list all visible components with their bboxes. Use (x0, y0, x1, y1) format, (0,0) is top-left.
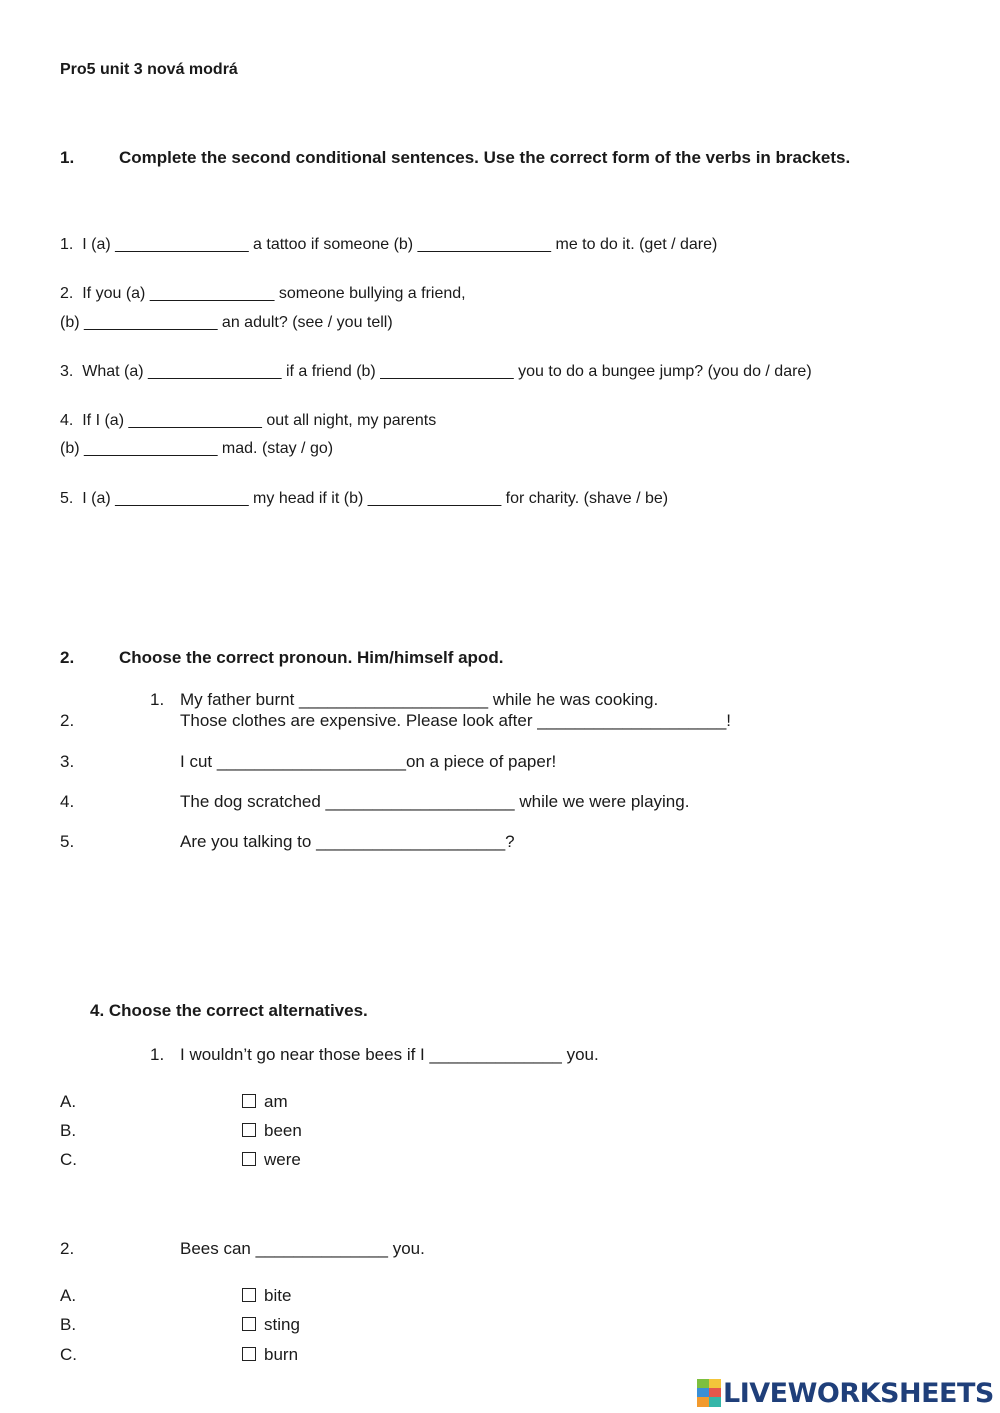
section1-line: 1. I (a) _______________ a tattoo if someone (b) _______________ me to do it. (get / dare) (60, 236, 718, 253)
checkbox-icon[interactable] (242, 1094, 256, 1108)
checkbox-icon[interactable] (242, 1347, 256, 1361)
option-sting[interactable] (242, 1315, 300, 1335)
option-letter: A. (60, 1092, 77, 1111)
liveworksheets-logo-icon (697, 1379, 721, 1407)
section2-item-number: 2. (60, 711, 75, 730)
option-letter: C. (60, 1150, 77, 1169)
section1-line: (b) _______________ mad. (stay / go) (60, 440, 334, 457)
option-burn[interactable] (242, 1345, 298, 1365)
option-label: am (264, 1092, 288, 1111)
option-were[interactable] (242, 1150, 301, 1170)
checkbox-icon[interactable] (242, 1317, 256, 1331)
question-text: Bees can ______________ you. (180, 1239, 425, 1258)
checkbox-icon[interactable] (242, 1288, 256, 1302)
option-letter: C. (60, 1345, 77, 1364)
option-label: burn (264, 1345, 299, 1364)
question-number: 1. (150, 1045, 165, 1064)
section2-item-number: 3. (60, 752, 75, 771)
section2-item-number: 1. (150, 690, 165, 709)
page-title: Pro5 unit 3 nová modrá (60, 61, 238, 78)
question-text: I wouldn’t go near those bees if I ______________ you. (180, 1045, 599, 1064)
section2-number: 2. (60, 648, 75, 667)
brand-name: LIVEWORKSHEETS (723, 1377, 994, 1409)
option-bite[interactable] (242, 1286, 291, 1306)
section4-heading: 4. Choose the correct alternatives. (90, 1001, 368, 1020)
section2-item-text: The dog scratched ____________________ while we were playing. (180, 792, 690, 811)
section2-instruction: Choose the correct pronoun. Him/himself apod. (119, 648, 504, 667)
option-label: been (264, 1121, 302, 1140)
option-am[interactable] (242, 1092, 288, 1112)
section2-item-number: 5. (60, 832, 75, 851)
section1-line: 4. If I (a) _______________ out all night, my parents (60, 412, 437, 429)
section1-number: 1. (60, 148, 75, 167)
checkbox-icon[interactable] (242, 1152, 256, 1166)
section2-item-number: 4. (60, 792, 75, 811)
option-letter: B. (60, 1121, 77, 1140)
liveworksheets-logo[interactable] (697, 1376, 994, 1410)
section2-item-text: Those clothes are expensive. Please look after ____________________! (180, 711, 732, 730)
section1-line: 3. What (a) _______________ if a friend (b) _______________ you to do a bungee jump? (you do / dare) (60, 363, 812, 380)
section1-instruction: Complete the second conditional sentences. Use the correct form of the verbs in brackets. (119, 148, 851, 167)
option-letter: A. (60, 1286, 77, 1305)
section1-line: 5. I (a) _______________ my head if it (b) _______________ for charity. (shave / be) (60, 490, 669, 507)
section1-line: (b) _______________ an adult? (see / you tell) (60, 314, 393, 331)
section1-line: 2. If you (a) ______________ someone bullying a friend, (60, 285, 466, 302)
question-number: 2. (60, 1239, 75, 1258)
option-label: bite (264, 1286, 292, 1305)
section2-item-text: My father burnt ____________________ while he was cooking. (180, 690, 659, 709)
section2-item-text: I cut ____________________on a piece of paper! (180, 752, 557, 771)
checkbox-icon[interactable] (242, 1123, 256, 1137)
section2-item-text: Are you talking to ____________________? (180, 832, 515, 851)
option-label: were (264, 1150, 301, 1169)
option-label: sting (264, 1315, 300, 1334)
option-been[interactable] (242, 1121, 302, 1141)
option-letter: B. (60, 1315, 77, 1334)
